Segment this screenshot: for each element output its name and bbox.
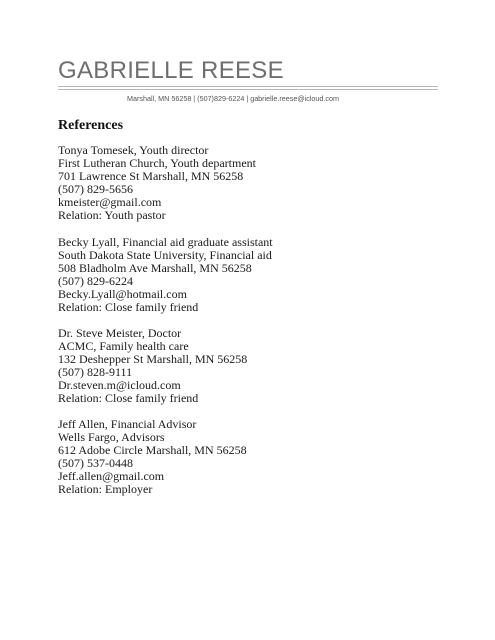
reference-email: Dr.steven.m@icloud.com: [58, 378, 181, 392]
reference-email: Becky.Lyall@hotmail.com: [58, 287, 187, 301]
reference-phone: (507) 829-6224: [58, 274, 133, 288]
reference-name-title: Jeff Allen, Financial Advisor: [58, 417, 197, 431]
reference-name-title: Becky Lyall, Financial aid graduate assistant: [58, 235, 273, 249]
reference-address: 612 Adobe Circle Marshall, MN 56258: [58, 443, 247, 457]
reference-address: 132 Deshepper St Marshall, MN 56258: [58, 352, 248, 366]
reference-organization: ACMC, Family health care: [58, 339, 189, 353]
reference-relation: Relation: Close family friend: [58, 300, 199, 314]
reference-relation: Relation: Close family friend: [58, 391, 199, 405]
section-title-references: References: [58, 118, 124, 133]
reference-phone: (507) 829-5656: [58, 182, 133, 196]
reference-phone: (507) 828-9111: [58, 365, 133, 379]
applicant-name: GABRIELLE REESE: [58, 57, 284, 84]
reference-email: kmeister@gmail.com: [58, 195, 162, 209]
reference-organization: First Lutheran Church, Youth department: [58, 156, 256, 170]
reference-relation: Relation: Youth pastor: [58, 208, 166, 222]
reference-entry: [58, 144, 256, 222]
reference-address: 701 Lawrence St Marshall, MN 56258: [58, 169, 244, 183]
reference-email: Jeff.allen@gmail.com: [58, 469, 165, 483]
reference-organization: Wells Fargo, Advisors: [58, 430, 165, 444]
contact-line: Marshall, MN 56258 | (507)829-6224 | gabrielle.reese@icloud.com: [127, 94, 339, 103]
reference-address: 508 Bladholm Ave Marshall, MN 56258: [58, 261, 252, 275]
reference-entry: [58, 327, 247, 405]
header-divider-top: [58, 86, 438, 87]
reference-name-title: Tonya Tomesek, Youth director: [58, 143, 209, 157]
reference-entry: [58, 418, 247, 496]
reference-phone: (507) 537-0448: [58, 456, 133, 470]
reference-organization: South Dakota State University, Financial aid: [58, 248, 272, 262]
header-divider-bottom: [58, 89, 438, 90]
reference-entry: [58, 236, 273, 314]
reference-name-title: Dr. Steve Meister, Doctor: [58, 326, 182, 340]
reference-relation: Relation: Employer: [58, 482, 153, 496]
